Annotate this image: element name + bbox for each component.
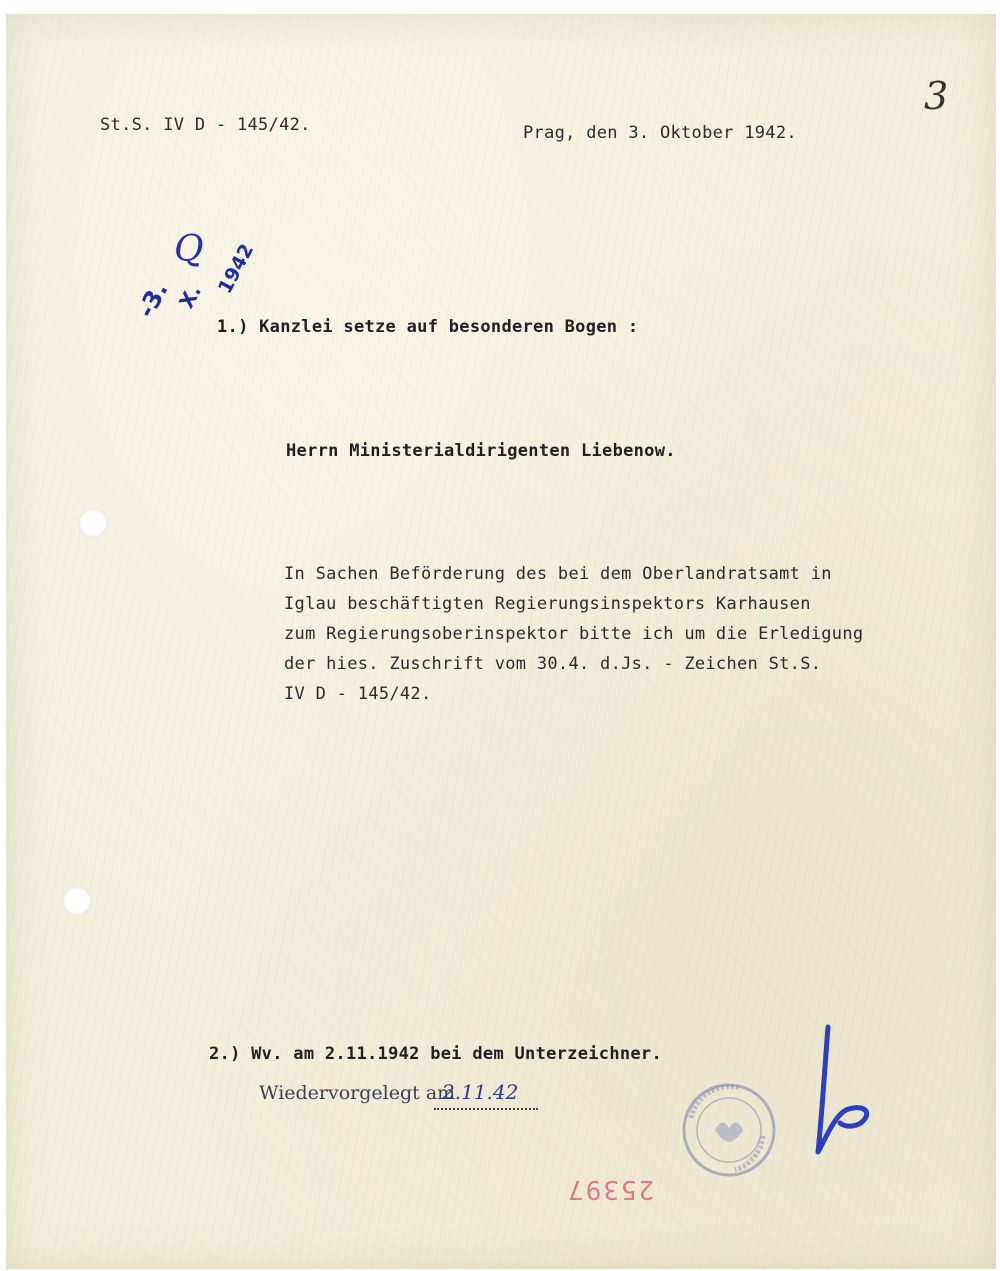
- round-seal-stamp: [679, 1080, 779, 1180]
- body-line: der hies. Zuschrift vom 30.4. d.Js. - Zeichen St.S.: [284, 654, 822, 674]
- resubmission-dotted-line: [434, 1108, 538, 1110]
- resubmission-date: 2.11.42: [442, 1080, 519, 1104]
- document-page: [6, 14, 996, 1269]
- resubmission-stamp-label: Wiedervorgelegt am: [259, 1082, 456, 1104]
- punch-hole-bottom: [62, 886, 92, 916]
- date-stamp-month: X.: [174, 280, 207, 313]
- item-2-instruction: 2.) Wv. am 2.11.1942 bei dem Unterzeichner.: [209, 1044, 662, 1064]
- date-stamp: [124, 229, 294, 359]
- reference-number: St.S. IV D - 145/42.: [100, 115, 311, 135]
- addressee-line: Herrn Ministerialdirigenten Liebenow.: [286, 441, 676, 461]
- body-line: In Sachen Beförderung des bei dem Oberlandratsamt in: [284, 564, 832, 584]
- date-stamp-initial: Q: [174, 229, 204, 270]
- punch-hole-top: [78, 508, 108, 538]
- red-register-stamp: 25397: [566, 1174, 655, 1204]
- handwritten-signature: [806, 1024, 886, 1159]
- body-line: IV D - 145/42.: [284, 684, 432, 704]
- place-date: Prag, den 3. Oktober 1942.: [523, 123, 797, 143]
- body-line: zum Regierungsoberinspektor bitte ich um die Erledigung: [284, 624, 864, 644]
- body-line: Iglau beschäftigten Regierungsinspektors Karhausen: [284, 594, 811, 614]
- page-number: 3: [924, 74, 949, 118]
- date-stamp-year: 1942: [214, 240, 259, 298]
- body-paragraph: [284, 559, 863, 709]
- item-1-instruction: 1.) Kanzlei setze auf besonderen Bogen :: [217, 317, 639, 337]
- date-stamp-day: -3.: [132, 277, 174, 323]
